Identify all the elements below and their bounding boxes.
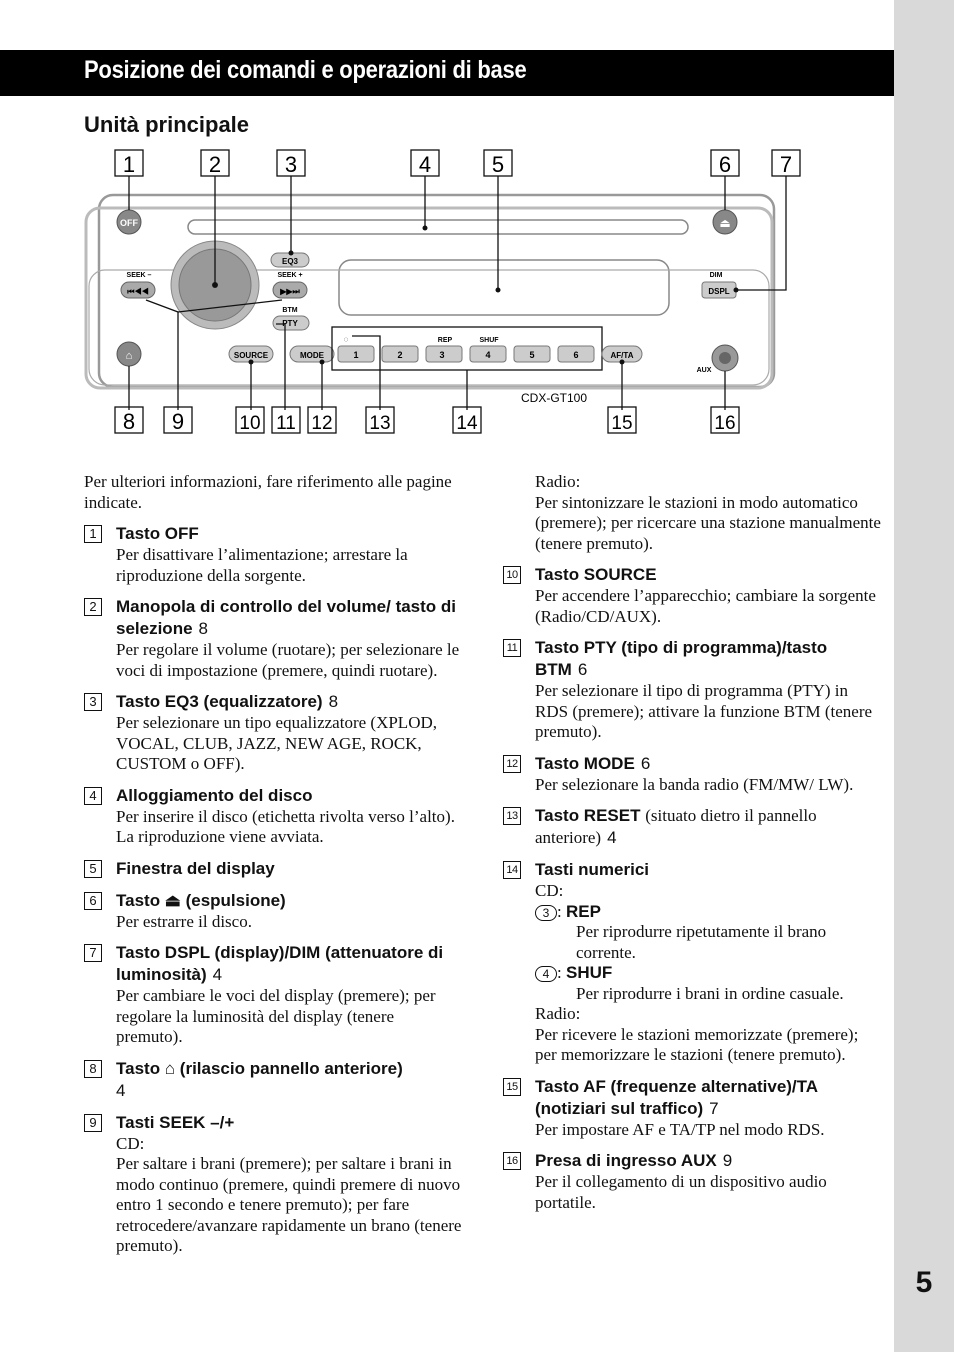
rep-label: REP xyxy=(437,337,453,344)
item-1: 1 Tasto OFF Per disattivare l’alimentazione; arrestare la riproduzione della sorgente. xyxy=(84,523,464,586)
item-8: 8 Tasto ⌂ (rilascio pannello anteriore) 4 xyxy=(84,1058,464,1102)
page-title: Posizione dei comandi e operazioni di base xyxy=(84,56,527,84)
item-7: 7 Tasto DSPL (display)/DIM (attenuatore di luminosità) 4 Per cambiare le voci del display (premere); per regolare la luminosità del display (tenere premuto). xyxy=(84,942,464,1048)
item-14: 14 Tasti numerici CD: 3 : REP Per riprodurre ripetutamente il brano corrente. 4 : SHUF Per riprodurre i brani in ordine casuale. Radio: Per ricevere le stazioni memorizzate (premere); per memorizzare le stazioni (tenere premuto). xyxy=(503,859,883,1066)
item-12: 12 Tasto MODE 6 Per selezionare la banda radio (FM/MW/ LW). xyxy=(503,753,883,796)
section-title: Unità principale xyxy=(84,112,250,137)
seek-plus-label: SEEK + xyxy=(277,272,303,279)
callout-11: 11 xyxy=(276,413,296,434)
reset-icon: ◌ xyxy=(343,335,349,344)
callout-8: 8 xyxy=(122,409,136,434)
preset-6: 6 xyxy=(573,350,579,360)
item-15: 15 Tasto AF (frequenze alternative)/TA (notiziari sul traffico) 7 Per impostare AF e TA/TP nel modo RDS. xyxy=(503,1076,883,1141)
afta-label: AF/TA xyxy=(610,351,634,360)
callout-4: 4 xyxy=(418,152,432,177)
page-number: 5 xyxy=(915,1266,933,1299)
seek-forward-icon: ▶▶⏭ xyxy=(280,287,300,296)
item-10: 10 Tasto SOURCE Per accendere l’apparecchio; cambiare la sorgente (Radio/CD/AUX). xyxy=(503,564,883,627)
item-4: 4 Alloggiamento del disco Per inserire il disco (etichetta rivolta verso l’alto). La riproduzione viene avviata. xyxy=(84,785,464,848)
item-16: 16 Presa di ingresso AUX 9 Per il collegamento di un dispositivo audio portatile. xyxy=(503,1150,883,1213)
right-column xyxy=(503,472,883,1223)
eject-icon: ⏏ xyxy=(719,216,731,230)
preset-1: 1 xyxy=(353,350,359,360)
callout-2: 2 xyxy=(208,152,222,177)
item-5: 5 Finestra del display xyxy=(84,858,464,880)
off-label: OFF xyxy=(120,218,138,228)
item-9-continued: Radio: Per sintonizzare le stazioni in modo automatico (premere); per ricercare una stazione manualmente (tenere premuto). xyxy=(535,472,881,553)
callouts-top xyxy=(115,150,800,177)
item-2: 2 Manopola di controllo del volume/ tasto di selezione 8 Per regolare il volume (ruotare); per selezionare le voci di impostazione (premere, quindi ruotare). xyxy=(84,596,464,681)
callout-16: 16 xyxy=(714,413,736,434)
preset-3: 3 xyxy=(439,350,445,360)
callout-14: 14 xyxy=(456,413,478,434)
callout-3: 3 xyxy=(284,152,298,177)
head-unit-diagram xyxy=(84,140,804,440)
preset-buttons xyxy=(338,346,594,362)
item-13: 13 Tasto RESET (situato dietro il pannello anteriore) 4 xyxy=(503,805,883,849)
seek-minus-label: SEEK – xyxy=(126,272,152,279)
callout-5: 5 xyxy=(491,152,505,177)
callout-15: 15 xyxy=(611,413,633,434)
left-column xyxy=(84,472,464,1267)
seek-back-icon: ⏮◀◀ xyxy=(127,287,149,296)
shuf-label: SHUF xyxy=(479,337,499,344)
item-6: 6 Tasto ⏏ (espulsione) Per estrarre il disco. xyxy=(84,890,464,933)
callout-6: 6 xyxy=(718,152,732,177)
callout-1: 1 xyxy=(122,152,136,177)
callout-9: 9 xyxy=(171,409,185,434)
pty-label: PTY xyxy=(282,319,298,328)
item-9: 9 Tasti SEEK –/+ CD: Per saltare i brani (premere); per saltare i brani in modo continuo (premere, quindi premere di nuovo entro 1 secondo e tenere premuto); per fare retrocedere/avanzare rapidamente un brano (tenere premuto). xyxy=(84,1112,464,1257)
mode-label: MODE xyxy=(300,351,324,360)
aux-label: AUX xyxy=(696,367,712,374)
callout-7: 7 xyxy=(779,152,793,177)
item-3: 3 Tasto EQ3 (equalizzatore) 8 Per selezionare un tipo equalizzatore (XPLOD, VOCAL, CLUB, JAZZ, NEW AGE, ROCK, CUSTOM o OFF). xyxy=(84,691,464,775)
dim-label: DIM xyxy=(709,272,723,279)
callout-10: 10 xyxy=(239,413,261,434)
btm-label: BTM xyxy=(282,307,298,314)
source-label: SOURCE xyxy=(233,351,269,360)
preset-2: 2 xyxy=(397,350,403,360)
callouts-bottom xyxy=(115,407,739,434)
preset-5: 5 xyxy=(529,350,535,360)
callout-12: 12 xyxy=(311,413,333,434)
model-label: CDX-GT100 xyxy=(520,391,588,405)
preset-4: 4 xyxy=(485,350,491,360)
callout-13: 13 xyxy=(369,413,391,434)
intro-text: Per ulteriori informazioni, fare riferimento alle pagine indicate. xyxy=(84,472,452,512)
release-icon: ⌂ xyxy=(125,350,133,362)
item-11: 11 Tasto PTY (tipo di programma)/tasto BTM 6 Per selezionare il tipo di programma (PTY) in RDS (premere); attivare la funzione BTM (tenere premuto). xyxy=(503,637,883,743)
eq3-label: EQ3 xyxy=(281,257,299,266)
dspl-label: DSPL xyxy=(708,287,730,296)
side-tab xyxy=(894,0,954,1352)
